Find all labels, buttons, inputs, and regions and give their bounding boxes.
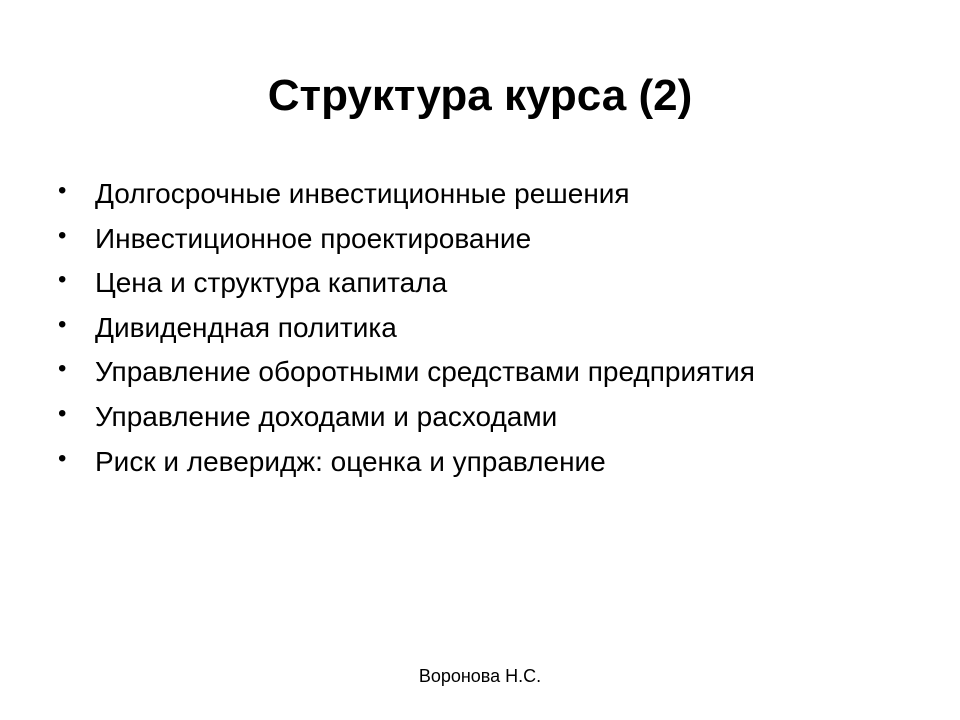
bullet-text: Долгосрочные инвестиционные решения (95, 178, 630, 209)
bullet-text: Инвестиционное проектирование (95, 222, 532, 254)
list-item (0, 170, 960, 215)
bullet-text: Дивидендная политика (95, 311, 397, 343)
list-item (0, 215, 960, 260)
bullet-text: Управление доходами и расходами (95, 400, 558, 432)
bullet-list (0, 170, 960, 482)
list-item (0, 304, 960, 349)
bullet-dot-icon: • (58, 355, 67, 383)
bullet-dot-icon: • (58, 444, 67, 472)
bullet-text: Цена и структура капитала (95, 267, 448, 299)
list-item (0, 438, 960, 483)
bullet-dot-icon: • (58, 399, 67, 427)
bullet-dot-icon: • (58, 177, 67, 204)
bullet-dot-icon: • (58, 266, 67, 294)
list-item (0, 348, 960, 393)
bullet-dot-icon: • (58, 310, 67, 338)
list-item (0, 259, 960, 304)
bullet-dot-icon: • (58, 221, 67, 249)
slide-title: Структура курса (2) (267, 71, 693, 120)
slide-footer-author: Воронова Н.С. (418, 666, 542, 686)
bullet-text: Риск и леверидж: оценка и управление (95, 445, 606, 477)
bullet-text: Управление оборотными средствами предприятия (95, 356, 755, 388)
list-item (0, 393, 960, 438)
